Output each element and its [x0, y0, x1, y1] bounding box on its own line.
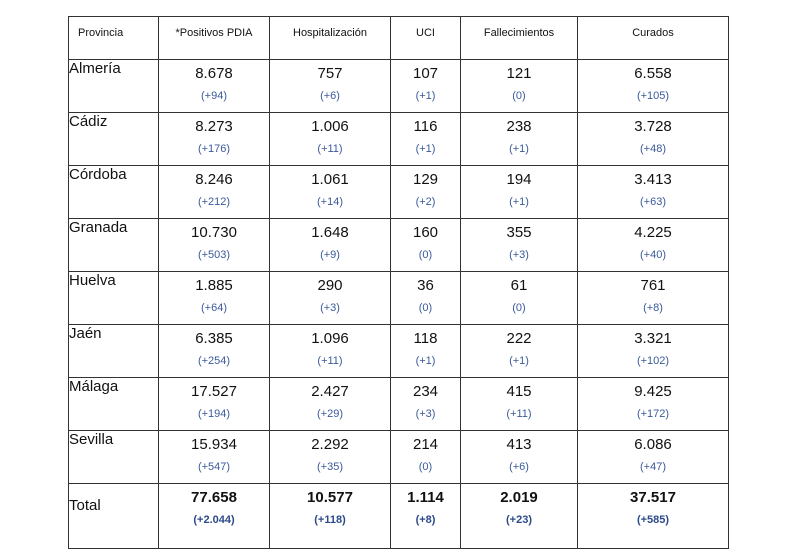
cell-hospitalizacion — [270, 378, 391, 431]
curados-delta: (+172) — [636, 408, 670, 420]
province-name: Cádiz — [69, 113, 159, 166]
uci-delta: (+8) — [415, 514, 436, 526]
hospitalizacion-value: 1.061 — [311, 171, 349, 188]
curados-delta: (+105) — [636, 90, 670, 102]
hospitalizacion-delta: (+118) — [314, 514, 346, 526]
hospitalizacion-value: 10.577 — [307, 489, 353, 506]
uci-value: 234 — [412, 383, 439, 400]
cell-curados — [578, 113, 729, 166]
uci-delta: (0) — [418, 461, 433, 473]
cell-positivos — [159, 431, 270, 484]
cell-fallecimientos — [461, 378, 578, 431]
cell-fallecimientos — [461, 166, 578, 219]
positivos-value: 8.678 — [195, 65, 233, 82]
table-row — [69, 60, 729, 113]
province-name: Córdoba — [69, 166, 159, 219]
cell-fallecimientos — [461, 219, 578, 272]
uci-value: 129 — [412, 171, 439, 188]
cell-uci — [391, 378, 461, 431]
cell-hospitalizacion — [270, 431, 391, 484]
uci-value: 116 — [413, 118, 438, 135]
curados-value: 3.728 — [634, 118, 672, 135]
fallecimientos-delta: (+1) — [509, 355, 529, 367]
curados-value: 37.517 — [630, 489, 676, 506]
curados-delta: (+47) — [640, 461, 666, 473]
cell-positivos — [159, 272, 270, 325]
curados-delta: (+48) — [640, 143, 666, 155]
cell-positivos — [159, 484, 270, 549]
hospitalizacion-delta: (+35) — [317, 461, 343, 473]
fallecimientos-value: 415 — [506, 383, 532, 400]
uci-value: 160 — [412, 224, 439, 241]
positivos-delta: (+212) — [197, 196, 231, 208]
cell-positivos — [159, 378, 270, 431]
hospitalizacion-value: 1.096 — [311, 330, 349, 347]
cell-uci — [391, 484, 461, 549]
table-row — [69, 166, 729, 219]
table-row — [69, 113, 729, 166]
cell-fallecimientos — [461, 325, 578, 378]
uci-value: 214 — [412, 436, 439, 453]
hospitalizacion-value: 757 — [317, 65, 343, 82]
fallecimientos-delta: (+3) — [509, 249, 529, 261]
table-row — [69, 325, 729, 378]
cell-positivos — [159, 325, 270, 378]
covid-stats-table — [68, 16, 729, 549]
hospitalizacion-value: 1.648 — [311, 224, 349, 241]
cell-curados — [578, 378, 729, 431]
hospitalizacion-delta: (+11) — [317, 143, 343, 155]
cell-curados — [578, 325, 729, 378]
province-name: Sevilla — [69, 431, 159, 484]
cell-hospitalizacion — [270, 484, 391, 549]
fallecimientos-value: 355 — [506, 224, 532, 241]
column-header-uci: UCI — [391, 17, 461, 60]
cell-uci — [391, 272, 461, 325]
cell-curados — [578, 60, 729, 113]
cell-uci — [391, 431, 461, 484]
positivos-value: 15.934 — [191, 436, 237, 453]
curados-delta: (+102) — [636, 355, 670, 367]
positivos-value: 8.246 — [195, 171, 233, 188]
positivos-value: 1.885 — [195, 277, 233, 294]
uci-value: 36 — [417, 277, 434, 294]
hospitalizacion-delta: (+29) — [317, 408, 343, 420]
curados-value: 6.558 — [634, 65, 672, 82]
hospitalizacion-delta: (+3) — [320, 302, 340, 314]
cell-fallecimientos — [461, 272, 578, 325]
total-label: Total — [69, 484, 159, 549]
cell-hospitalizacion — [270, 272, 391, 325]
province-name: Almería — [69, 60, 159, 113]
cell-curados — [578, 431, 729, 484]
uci-delta: (0) — [418, 249, 433, 261]
fallecimientos-delta: (+6) — [509, 461, 529, 473]
hospitalizacion-value: 1.006 — [311, 118, 349, 135]
uci-delta: (+1) — [415, 355, 436, 367]
table-row — [69, 219, 729, 272]
uci-delta: (0) — [418, 302, 433, 314]
cell-positivos — [159, 219, 270, 272]
cell-hospitalizacion — [270, 113, 391, 166]
fallecimientos-value: 238 — [506, 118, 532, 135]
positivos-value: 77.658 — [191, 489, 237, 506]
table-row — [69, 272, 729, 325]
uci-delta: (+1) — [415, 143, 436, 155]
curados-value: 4.225 — [634, 224, 672, 241]
hospitalizacion-value: 2.292 — [311, 436, 349, 453]
fallecimientos-value: 121 — [506, 65, 532, 82]
table-row — [69, 431, 729, 484]
positivos-value: 17.527 — [191, 383, 237, 400]
positivos-delta: (+94) — [201, 90, 227, 102]
hospitalizacion-delta: (+11) — [317, 355, 343, 367]
cell-uci — [391, 219, 461, 272]
cell-fallecimientos — [461, 484, 578, 549]
cell-positivos — [159, 113, 270, 166]
cell-hospitalizacion — [270, 60, 391, 113]
total-row — [69, 484, 729, 549]
fallecimientos-value: 194 — [506, 171, 532, 188]
positivos-value: 8.273 — [195, 118, 233, 135]
cell-curados — [578, 272, 729, 325]
uci-value: 118 — [413, 330, 438, 347]
positivos-value: 6.385 — [195, 330, 233, 347]
fallecimientos-value: 413 — [506, 436, 532, 453]
positivos-delta: (+194) — [197, 408, 231, 420]
curados-delta: (+40) — [640, 249, 666, 261]
curados-value: 6.086 — [634, 436, 672, 453]
positivos-delta: (+254) — [197, 355, 231, 367]
uci-delta: (+1) — [415, 90, 436, 102]
cell-uci — [391, 60, 461, 113]
cell-uci — [391, 166, 461, 219]
hospitalizacion-delta: (+9) — [320, 249, 340, 261]
cell-fallecimientos — [461, 431, 578, 484]
table-body — [69, 60, 729, 549]
cell-hospitalizacion — [270, 325, 391, 378]
cell-fallecimientos — [461, 113, 578, 166]
cell-curados — [578, 219, 729, 272]
column-header-provincia: Provincia — [69, 17, 159, 60]
fallecimientos-delta: (+1) — [509, 196, 529, 208]
column-header-curados: Curados — [578, 17, 729, 60]
positivos-delta: (+503) — [197, 249, 231, 261]
hospitalizacion-delta: (+14) — [317, 196, 343, 208]
fallecimientos-delta: (0) — [512, 302, 526, 314]
curados-value: 3.413 — [634, 171, 672, 188]
fallecimientos-delta: (0) — [512, 90, 526, 102]
hospitalizacion-value: 2.427 — [311, 383, 349, 400]
uci-value: 1.114 — [407, 489, 444, 506]
curados-delta: (+63) — [640, 196, 666, 208]
cell-positivos — [159, 166, 270, 219]
fallecimientos-value: 2.019 — [500, 489, 538, 506]
column-header-positivos: *Positivos PDIA — [159, 17, 270, 60]
fallecimientos-delta: (+1) — [509, 143, 529, 155]
positivos-delta: (+547) — [197, 461, 231, 473]
fallecimientos-delta: (+11) — [506, 408, 532, 420]
positivos-delta: (+176) — [197, 143, 231, 155]
province-name: Jaén — [69, 325, 159, 378]
province-name: Huelva — [69, 272, 159, 325]
header-row — [69, 17, 729, 60]
uci-delta: (+3) — [415, 408, 436, 420]
cell-positivos — [159, 60, 270, 113]
curados-delta: (+585) — [636, 514, 670, 526]
cell-uci — [391, 113, 461, 166]
cell-uci — [391, 325, 461, 378]
uci-delta: (+2) — [415, 196, 436, 208]
cell-curados — [578, 484, 729, 549]
cell-hospitalizacion — [270, 166, 391, 219]
curados-value: 9.425 — [634, 383, 672, 400]
column-header-fallecimientos: Fallecimientos — [461, 17, 578, 60]
province-name: Granada — [69, 219, 159, 272]
hospitalizacion-value: 290 — [317, 277, 343, 294]
uci-value: 107 — [412, 65, 439, 82]
cell-hospitalizacion — [270, 219, 391, 272]
positivos-value: 10.730 — [191, 224, 237, 241]
hospitalizacion-delta: (+6) — [320, 90, 340, 102]
fallecimientos-value: 222 — [506, 330, 532, 347]
curados-value: 3.321 — [634, 330, 672, 347]
fallecimientos-delta: (+23) — [506, 514, 532, 526]
table-row — [69, 378, 729, 431]
curados-value: 761 — [640, 277, 666, 294]
fallecimientos-value: 61 — [510, 277, 528, 294]
curados-delta: (+8) — [643, 302, 663, 314]
positivos-delta: (+64) — [201, 302, 227, 314]
cell-curados — [578, 166, 729, 219]
province-name: Málaga — [69, 378, 159, 431]
column-header-hospitalizacion: Hospitalización — [270, 17, 391, 60]
positivos-delta: (+2.044) — [193, 514, 235, 526]
cell-fallecimientos — [461, 60, 578, 113]
